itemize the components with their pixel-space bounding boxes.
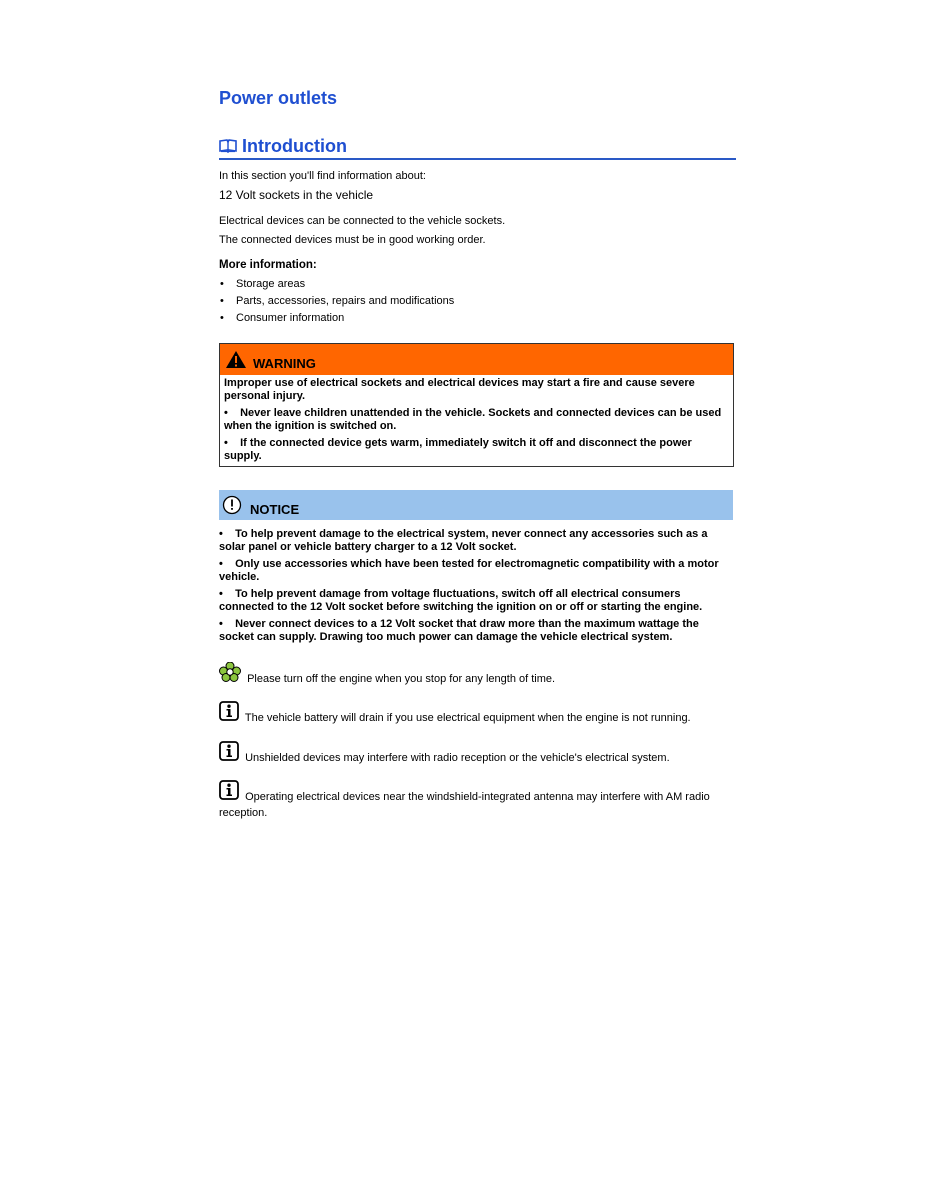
notice-item: • Never connect devices to a 12 Volt socket that draw more than the maximum wattage the socket can supply. Drawing too much power can damage the vehicle electrical system. — [219, 618, 699, 643]
page-title: Power outlets — [219, 88, 338, 108]
warning-header — [220, 344, 733, 375]
warning-intro: Improper use of electrical sockets and electrical devices may start a fire and cause severe personal injury. — [224, 377, 695, 402]
list-item[interactable]: • Consumer information — [219, 311, 454, 328]
more-info-heading: More information: — [219, 259, 317, 271]
section-heading — [219, 136, 736, 160]
notice-label: NOTICE — [250, 502, 300, 517]
environment-tip — [219, 662, 734, 686]
info-note-text: Operating electrical devices near the windshield-integrated antenna may interfere with AM radio reception. — [219, 791, 710, 819]
warning-box — [219, 343, 734, 467]
intro-lead: In this section you'll find information about: — [219, 170, 426, 182]
intro-desc-2: The connected devices must be in good working order. — [219, 234, 486, 246]
warning-body — [220, 375, 733, 463]
notice-item: • To help prevent damage from voltage fluctuations, switch off all electrical consumers connected to the 12 Volt socket before switching the ignition on or off or starting the engine. — [219, 588, 703, 613]
flower-icon — [219, 662, 241, 686]
exclamation-circle-icon — [222, 495, 242, 515]
notice-item: • Only use accessories which have been tested for electromagnetic compatibility with a motor vehicle. — [219, 558, 719, 583]
info-note — [219, 701, 734, 725]
notice-header — [219, 490, 733, 520]
book-icon — [219, 139, 237, 158]
warning-item: • Never leave children unattended in the vehicle. Sockets and connected devices can be used when the ignition is switched on. — [224, 407, 722, 432]
intro-desc-1: Electrical devices can be connected to the vehicle sockets. — [219, 215, 506, 227]
info-note — [219, 741, 734, 765]
info-icon — [219, 780, 239, 804]
list-item[interactable]: • Storage areas — [219, 277, 454, 294]
list-item[interactable]: • Parts, accessories, repairs and modifications — [219, 294, 454, 311]
info-note-text: Unshielded devices may interfere with radio reception or the vehicle's electrical system. — [245, 752, 670, 764]
notice-item: • To help prevent damage to the electrical system, never connect any accessories such as a solar panel or vehicle battery charger to a 12 Volt socket. — [219, 528, 708, 553]
info-icon — [219, 701, 239, 725]
warning-triangle-icon — [225, 350, 247, 369]
notice-body — [219, 528, 733, 648]
intro-topic: 12 Volt sockets in the vehicle — [219, 188, 374, 202]
environment-tip-text: Please turn off the engine when you stop for any length of time. — [247, 673, 556, 685]
info-note-text: The vehicle battery will drain if you use electrical equipment when the engine is not running. — [244, 712, 691, 724]
info-note — [219, 780, 734, 817]
info-icon — [219, 741, 239, 765]
warning-label: WARNING — [253, 356, 316, 371]
warning-item: • If the connected device gets warm, immediately switch it off and disconnect the power supply. — [224, 437, 692, 462]
section-title: Introduction — [242, 136, 347, 156]
more-info-list — [219, 277, 454, 328]
